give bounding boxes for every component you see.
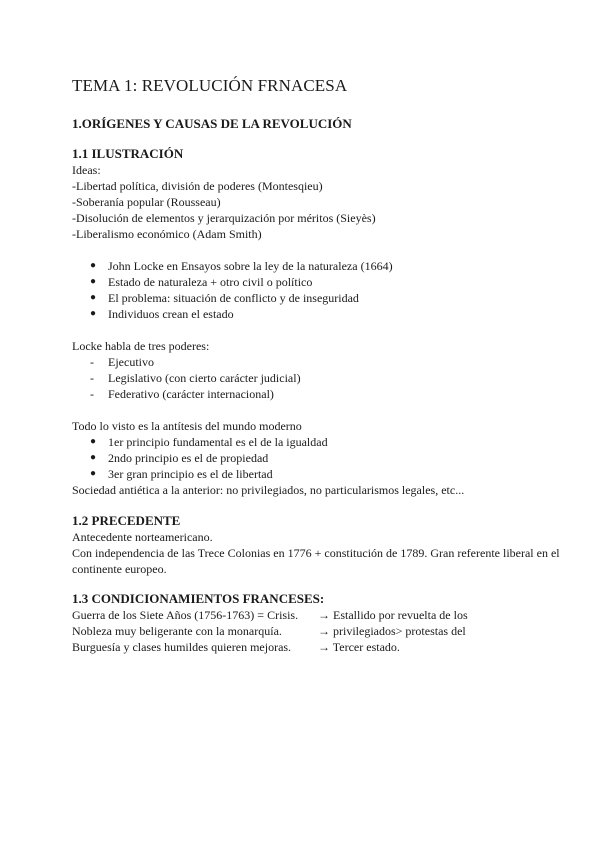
list-item: ● Individuos crean el estado (90, 307, 234, 321)
bullet-icon: ● (90, 276, 97, 287)
idea-line: -Disolución de elementos y jerarquización por méritos (Sieyès) (72, 211, 376, 225)
condition-effect: → privilegiados> protestas del (318, 624, 466, 638)
list-item: ● Estado de naturaleza + otro civil o político (90, 275, 313, 289)
antithesis-intro: Todo lo visto es la antítesis del mundo moderno (72, 419, 302, 433)
document-page (72, 72, 572, 655)
section-1-3-heading: 1.3 CONDICIONAMIENTOS FRANCESES: (72, 591, 325, 606)
section-1-2-heading: 1.2 PRECEDENTE (72, 513, 181, 528)
list-item: ● 2ndo principio es el de propiedad (90, 451, 269, 465)
precedente-line: Antecedente norteamericano. (72, 530, 213, 544)
bullet-icon: ● (90, 436, 97, 447)
condition-cause: Guerra de los Siete Años (1756-1763) = Crisis. (72, 608, 299, 622)
principles-list (72, 434, 572, 482)
condition-cause: Nobleza muy beligerante con la monarquía. (72, 624, 282, 638)
list-item: - Ejecutivo (90, 355, 154, 369)
dash-icon: - (90, 387, 94, 401)
list-item: ● 1er principio fundamental es el de la igualdad (90, 435, 328, 449)
condition-cause: Burguesía y clases humildes quieren mejoras. (72, 640, 292, 654)
powers-list (72, 354, 572, 402)
condition-effect: → Estallido por revuelta de los (318, 608, 468, 622)
bullet-icon: ● (90, 260, 97, 271)
precedente-paragraph: Con independencia de las Trece Colonias en 1776 + constitución de 1789. Gran referente liberal en el continente europeo. (72, 546, 560, 576)
list-item: ● El problema: situación de conflicto y de inseguridad (90, 291, 359, 305)
bullet-icon: ● (90, 452, 97, 463)
document-title: TEMA 1: REVOLUCIÓN FRNACESA (72, 76, 348, 95)
locke-powers-intro: Locke habla de tres poderes: (72, 339, 210, 353)
idea-line: -Libertad política, división de poderes (Montesqieu) (72, 179, 323, 193)
idea-line: -Soberanía popular (Rousseau) (72, 195, 221, 209)
dash-icon: - (90, 355, 94, 369)
bullet-icon: ● (90, 308, 97, 319)
section-1-1-heading: 1.1 ILUSTRACIÓN (72, 146, 184, 161)
bullet-icon: ● (90, 292, 97, 303)
condition-effect: → Tercer estado. (318, 640, 400, 654)
locke-bullet-list (72, 258, 572, 322)
closing-line: Sociedad antiética a la anterior: no privilegiados, no particularismos legales, etc... (72, 483, 465, 497)
list-item: ● 3er gran principio es el de libertad (90, 467, 273, 481)
dash-icon: - (90, 371, 94, 385)
idea-line: -Liberalismo económico (Adam Smith) (72, 227, 262, 241)
conditions-table (72, 607, 572, 655)
list-item: - Legislativo (con cierto carácter judicial) (90, 371, 301, 385)
list-item: - Federativo (carácter internacional) (90, 387, 274, 401)
section-1-heading: 1.ORÍGENES Y CAUSAS DE LA REVOLUCIÓN (72, 116, 352, 131)
ideas-label: Ideas: (72, 163, 101, 177)
bullet-icon: ● (90, 468, 97, 479)
list-item: ● John Locke en Ensayos sobre la ley de la naturaleza (1664) (90, 259, 393, 273)
